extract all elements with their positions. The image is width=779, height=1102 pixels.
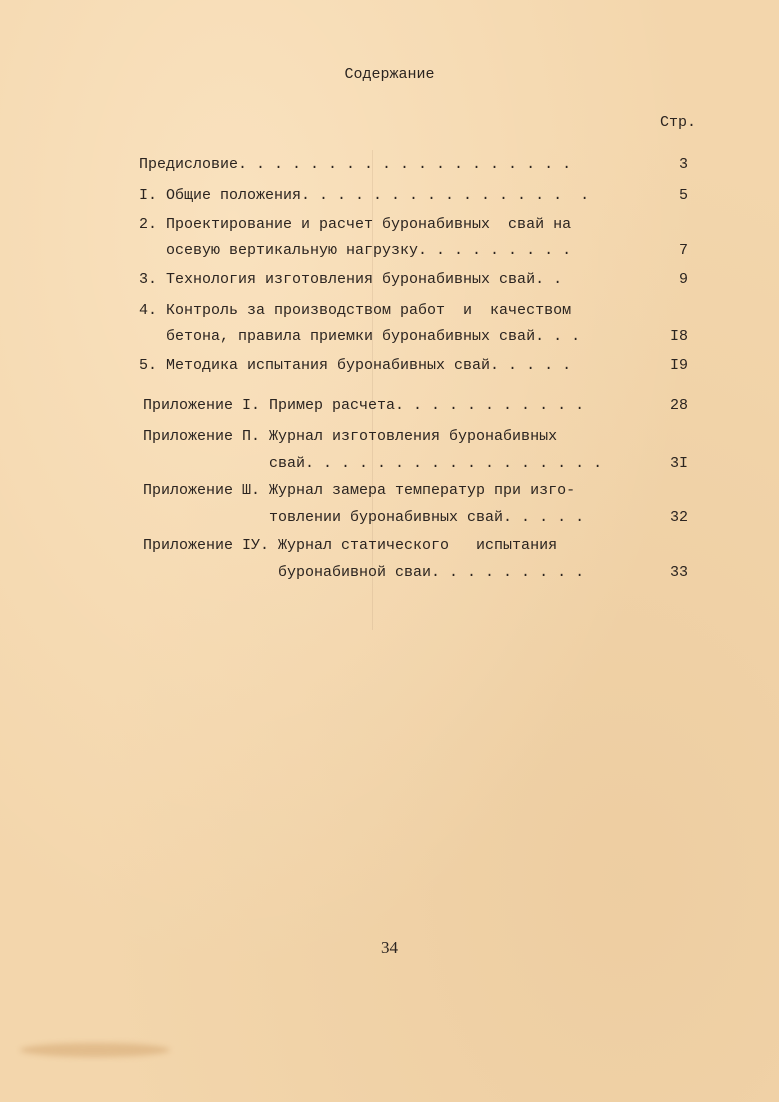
toc-entry-text: Приложение П. Журнал изготовления буронабивных — [143, 428, 558, 445]
toc-entry-text: 5. Методика испытания буронабивных свай. . . . . — [139, 357, 572, 374]
toc-entry-page: 33 — [669, 564, 688, 581]
toc-entry-text-continued: свай. . . . . . . . . . . . . . . . . — [143, 455, 603, 472]
toc-entry-page: 3 — [678, 156, 688, 173]
toc-entry-text: 3. Технология изготовления буронабивных свай. . — [139, 271, 563, 288]
toc-entry-page: 7 — [678, 242, 688, 259]
toc-entry-text: 2. Проектирование и расчет буронабивных свай на — [139, 216, 572, 233]
toc-entry-text: I. Общие положения. . . . . . . . . . . . . . . . — [139, 187, 590, 204]
page-column-header: Стр. — [660, 114, 697, 131]
toc-title: Содержание — [344, 66, 435, 83]
toc-entry-text: Приложение IУ. Журнал статического испытания — [143, 537, 558, 554]
paper-stain — [20, 1043, 170, 1057]
toc-entry-page: 9 — [678, 271, 688, 288]
toc-entry-text-continued: товлении буронабивных свай. . . . . — [143, 509, 585, 526]
toc-entry-text: Приложение I. Пример расчета. . . . . . . . . . . — [143, 397, 585, 414]
toc-entry-text-continued: осевую вертикальную нагрузку. . . . . . . . . — [139, 242, 572, 259]
toc-entry-text: Предисловие. . . . . . . . . . . . . . . . . . . — [139, 156, 572, 173]
toc-entry-page: 5 — [678, 187, 688, 204]
toc-entry-text-continued: бетона, правила приемки буронабивных свай. . . — [139, 328, 581, 345]
page-number: 34 — [381, 938, 398, 957]
toc-entry-text: 4. Контроль за производством работ и качеством — [139, 302, 572, 319]
toc-entry-text-continued: буронабивной сваи. . . . . . . . . — [143, 564, 585, 581]
toc-entry-page: 28 — [669, 397, 688, 414]
toc-entry-page: 3I — [669, 455, 688, 472]
toc-entry-text: Приложение Ш. Журнал замера температур при изго- — [143, 482, 576, 499]
toc-entry-page: I8 — [669, 328, 688, 345]
toc-entry-page: 32 — [669, 509, 688, 526]
toc-entry-page: I9 — [669, 357, 688, 374]
